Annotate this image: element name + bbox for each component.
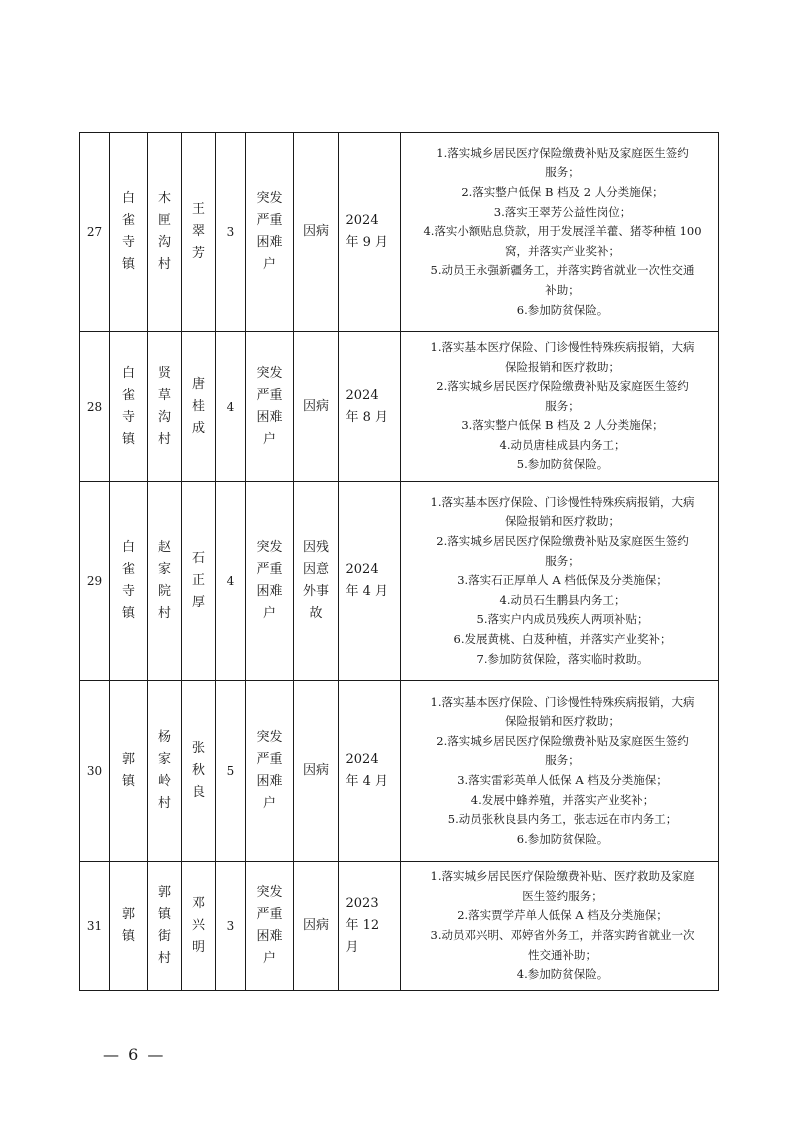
category-cell [246,681,294,862]
town-cell [110,482,148,681]
measure-line: 4.动员唐桂成县内务工； [499,437,626,452]
measure-line: 服务； [545,553,580,568]
measure-line: 保险报销和医疗救助； [505,514,620,529]
measures-cell [401,681,719,862]
village-cell-text: 杨家岭村 [157,730,171,811]
measure-line: 窝，并落实产业奖补； [505,243,620,258]
name-cell [182,482,216,681]
measure-line: 医生签约服务； [522,888,603,903]
measure-line: 1.落实基本医疗保险、门诊慢性特殊疾病报销，大病 [430,339,695,354]
town-cell-text: 郭镇 [121,752,135,789]
village-cell [148,862,182,991]
name-cell [182,332,216,482]
cause-cell [294,862,339,991]
cause-cell [294,482,339,681]
town-cell-text: 白雀寺镇 [121,365,135,447]
row-number [80,482,110,681]
village-cell [148,133,182,332]
date-cell-text: 2024 年 4 月 [345,752,389,789]
category-cell [246,133,294,332]
measures-cell [401,862,719,991]
measure-line: 服务； [545,165,580,180]
date-cell-text: 2024 年 9 月 [345,213,389,250]
category-cell [246,482,294,681]
date-cell [339,482,401,681]
cause-cell-text: 因病 [303,398,330,414]
village-cell [148,681,182,862]
town-cell [110,681,148,862]
measure-line: 保险报销和医疗救助； [505,359,620,374]
category-cell-text: 突发严重困难户 [256,885,283,966]
row-number-text: 27 [86,225,103,239]
table-row [80,482,719,681]
name-cell-text: 张秋良 [191,741,205,800]
category-cell-text: 突发严重困难户 [256,540,283,621]
measure-line: 7.参加防贫保险，落实临时救助。 [476,651,649,666]
measure-line: 1.落实城乡居民医疗保险缴费补贴、医疗救助及家庭 [430,869,695,884]
name-cell-text: 邓兴明 [191,896,205,955]
cause-cell [294,332,339,482]
household-size-cell-text: 4 [226,399,235,414]
page-number: — 6 — [103,1045,166,1064]
town-cell [110,862,148,991]
category-cell-text: 突发严重困难户 [256,730,283,811]
date-cell-text: 2023 年 12 月 [345,896,380,955]
village-cell-text: 郭镇街村 [157,885,171,966]
row-number [80,681,110,862]
measure-line: 服务； [545,753,580,768]
date-cell-text: 2024 年 4 月 [345,562,389,599]
row-number-text: 29 [86,574,103,588]
measure-line: 3.落实王翠芳公益性岗位； [493,204,632,219]
village-cell [148,482,182,681]
measure-line: 2.落实贾学芹单人低保 A 档及分类施保； [457,908,668,923]
measure-line: 3.动员邓兴明、邓婷省外务工，并落实跨省就业一次 [430,928,695,942]
measure-line: 3.落实石正厚单人 A 档低保及分类施保； [457,573,668,588]
measure-line: 5.落实户内成员残疾人两项补贴； [476,612,649,627]
date-cell [339,862,401,991]
measure-line: 1.落实城乡居民医疗保险缴费补贴及家庭医生签约 [436,145,689,160]
measure-line: 6.发展黄桃、白芨种植，并落实产业奖补； [453,631,672,646]
measure-line: 6.参加防贫保险。 [516,302,609,317]
table-row [80,332,719,482]
town-cell-text: 白雀寺镇 [121,540,135,621]
measure-line: 6.参加防贫保险。 [516,831,609,846]
cause-cell-text: 因病 [303,763,330,778]
date-cell-text: 2024 年 8 月 [345,387,389,425]
cause-cell-text: 因残因意外事故 [303,540,330,621]
measure-line: 保险报销和医疗救助； [505,714,620,729]
category-cell-text: 突发严重困难户 [256,191,283,272]
measure-line: 2.落实城乡居民医疗保险缴费补贴及家庭医生签约 [436,534,689,549]
measure-line: 5.动员张秋良县内务工，张志远在市内务工； [447,812,678,827]
measure-line: 2.落实城乡居民医疗保险缴费补贴及家庭医生签约 [436,733,689,748]
table-row [80,681,719,862]
village-cell-text: 贤草沟村 [157,365,171,447]
household-size-cell-text: 3 [226,225,235,239]
category-cell [246,332,294,482]
household-table [79,132,719,991]
village-cell [148,332,182,482]
measures-cell [401,133,719,332]
measure-line: 3.落实雷彩英单人低保 A 档及分类施保； [457,773,668,787]
household-size-cell [216,133,246,332]
household-size-cell-text: 3 [226,919,235,933]
town-cell-text: 白雀寺镇 [121,191,135,272]
measure-line: 5.参加防贫保险。 [516,457,609,472]
cause-cell [294,133,339,332]
name-cell-text: 石正厚 [191,551,205,610]
name-cell [182,681,216,862]
measure-line: 2.落实城乡居民医疗保险缴费补贴及家庭医生签约 [436,379,689,394]
measure-line: 5.动员王永强新疆务工，并落实跨省就业一次性交通 [430,263,695,278]
measure-line: 服务； [545,398,580,413]
household-size-cell-text: 5 [226,764,235,778]
measure-line: 补助； [545,282,580,297]
household-size-cell-text: 4 [226,574,235,588]
row-number-text: 28 [86,399,103,414]
category-cell [246,862,294,991]
cause-cell-text: 因病 [303,918,330,933]
date-cell [339,332,401,482]
measures-cell [401,332,719,482]
cause-cell-text: 因病 [303,224,330,239]
row-number [80,862,110,991]
village-cell-text: 赵家院村 [157,540,171,621]
measure-line: 3.落实整户低保 B 档及 2 人分类施保； [461,418,664,433]
name-cell-text: 唐桂成 [191,376,205,436]
category-cell-text: 突发严重困难户 [256,365,283,447]
name-cell [182,133,216,332]
table-body [80,133,719,991]
date-cell [339,681,401,862]
measure-line: 4.落实小额贴息贷款，用于发展淫羊藿、猪苓种植 100 [423,224,702,239]
town-cell [110,133,148,332]
household-size-cell [216,332,246,482]
village-cell-text: 木匣沟村 [157,191,171,272]
cause-cell [294,681,339,862]
row-number [80,133,110,332]
town-cell [110,332,148,482]
measure-line: 4.参加防贫保险。 [516,967,609,982]
household-size-cell [216,482,246,681]
table-row [80,133,719,332]
measure-line: 2.落实整户低保 B 档及 2 人分类施保； [461,185,664,200]
row-number-text: 31 [86,919,103,933]
household-size-cell [216,681,246,862]
measures-cell [401,482,719,681]
household-size-cell [216,862,246,991]
measure-line: 性交通补助； [528,947,597,962]
measure-line: 4.发展中蜂养殖，并落实产业奖补； [470,792,655,807]
row-number [80,332,110,482]
date-cell [339,133,401,332]
row-number-text: 30 [86,764,103,778]
name-cell [182,862,216,991]
name-cell-text: 王翠芳 [191,202,205,261]
table-row [80,862,719,991]
measure-line: 4.动员石生鹏县内务工； [499,592,626,607]
measure-line: 1.落实基本医疗保险、门诊慢性特殊疾病报销，大病 [430,494,695,509]
town-cell-text: 郭镇 [121,907,135,944]
measure-line: 1.落实基本医疗保险、门诊慢性特殊疾病报销，大病 [430,694,695,709]
